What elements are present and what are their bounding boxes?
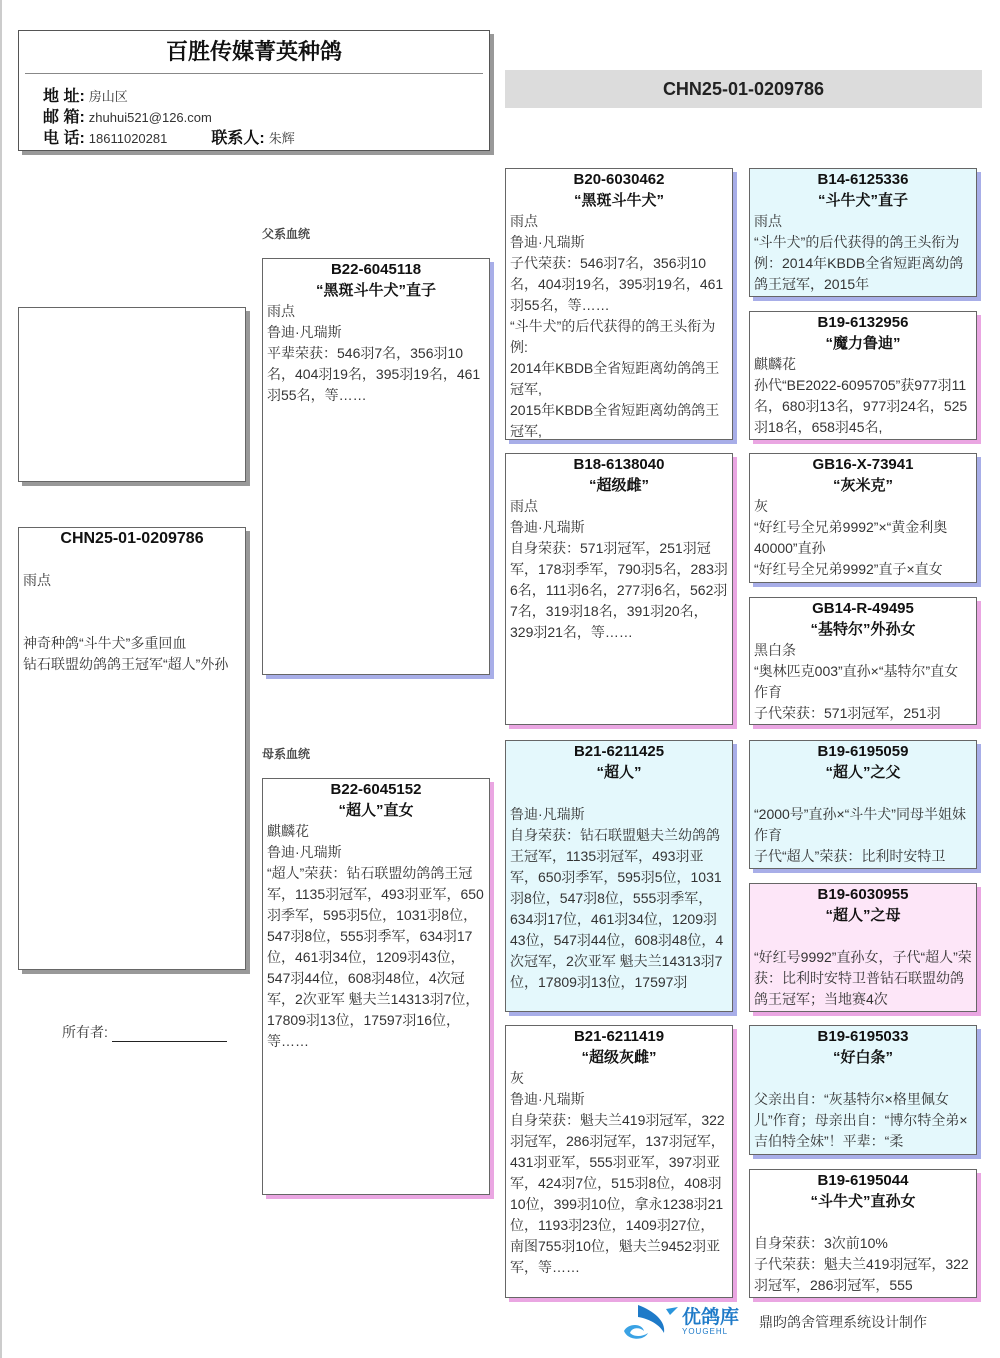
pigeon-name: “斗牛犬”直孙女: [810, 1193, 916, 1210]
card-detail-line: “斗牛犬”的后代获得的鸽王头衔为例:: [510, 318, 716, 355]
card-detail-line: “超人”荣获：钻石联盟幼鸽鸽王冠军，1135羽冠军，493羽亚军，650羽季军，595羽5位，1031羽8位，547羽8位，555羽季军，634羽17位，461羽34位，1209羽43位，547羽44位，608羽48位，4次冠军，2次亚军 魁夫兰14313羽7位，17809羽13位，17597羽16位，等……: [267, 865, 484, 1049]
card-detail-line: 鲁迪·凡瑞斯: [267, 324, 342, 340]
address-row: [43, 83, 128, 106]
card-detail-line: 鲁迪·凡瑞斯: [510, 519, 585, 535]
ring-number: B19-6030955: [817, 886, 909, 903]
card-detail-line: 2015年KBDB全省短距离幼鸽鸽王冠军,: [510, 402, 720, 439]
card-detail-line: 鲁迪·凡瑞斯: [510, 234, 585, 250]
pigeon-name: “黑斑斗牛犬”直子: [315, 282, 436, 299]
card-detail-line: “好红号全兄弟9992”×“黄金利奥40000”直孙: [754, 519, 948, 556]
pigeon-logo-icon: [620, 1303, 682, 1341]
ring-number: GB14-R-49495: [812, 600, 914, 617]
card-detail-line: [510, 783, 728, 804]
card-detail-line: 灰: [510, 1070, 524, 1086]
ring-number-bar: CHN25-01-0209786: [505, 70, 982, 108]
pedigree-card-ds: [505, 740, 733, 1012]
ring-number: B14-6125336: [817, 171, 909, 188]
ring-number: B20-6030462: [573, 171, 665, 188]
pedigree-card-sds: [749, 453, 977, 583]
pedigree-card-dds: [749, 1025, 977, 1155]
pedigree-card-sss: [749, 168, 977, 297]
breeder-header: [18, 30, 490, 151]
card-detail-line: 鲁迪·凡瑞斯: [510, 806, 585, 822]
subject-ring: CHN25-01-0209786: [60, 530, 204, 547]
ring-number: B19-6195033: [817, 1028, 909, 1045]
pigeon-name: “超级灰雌”: [581, 1049, 657, 1066]
pigeon-photo-placeholder: [18, 307, 246, 482]
owner-field: [62, 1022, 227, 1042]
pedigree-card-ssd: [749, 311, 977, 440]
footer: [620, 1303, 927, 1341]
email-value: zhuhui521@126.com: [88, 110, 212, 125]
subject-line: 钻石联盟幼鸽鸽王冠军“超人”外孙: [23, 656, 229, 672]
pigeon-name: “超人”直女: [338, 802, 414, 819]
pigeon-name: “魔力鲁迪”: [825, 335, 901, 352]
ring-number: B21-6211425: [573, 743, 665, 760]
subject-line: 神奇种鸽“斗牛犬”多重回血: [23, 635, 187, 651]
pedigree-card-ddd: [749, 1169, 977, 1298]
email-label: 邮 箱:: [43, 109, 85, 126]
pigeon-name: “超人”: [596, 764, 642, 781]
pedigree-card-dd: [505, 1025, 733, 1298]
pedigree-card-sd: [505, 453, 733, 725]
card-detail-line: 子代“超人”荣获：比利时安特卫: [754, 848, 946, 864]
card-detail-line: 平辈荣获：546羽7名，356羽10名，404羽19名，395羽19名，461羽55名，等……: [267, 345, 481, 403]
pigeon-name: “超人”之母: [825, 907, 901, 924]
pedigree-card-dss: [749, 740, 977, 869]
phone-row: [43, 125, 295, 148]
card-detail-line: 鲁迪·凡瑞斯: [267, 844, 342, 860]
pigeon-name: “好白条”: [832, 1049, 893, 1066]
pedigree-card-ss: [505, 168, 733, 440]
card-detail-line: 雨点: [510, 498, 538, 514]
email-row: [43, 104, 212, 127]
subject-line: 雨点: [23, 572, 51, 588]
card-detail-line: [754, 926, 972, 947]
card-detail-line: 自身荣获：魁夫兰419羽冠军，322羽冠军，286羽冠军，137羽冠军，431羽亚军，555羽亚军，397羽亚军，424羽7位，515羽8位，408羽10位，399羽10位，拿永1238羽21位，1193羽23位，1409羽27位，南图755羽10位，魁夫兰9452羽亚军，等……: [510, 1112, 725, 1275]
subject-line: [23, 612, 241, 633]
card-detail-line: 自身荣获：571羽冠军，251羽冠军，178羽季军，790羽5名，283羽6名，111羽6名，277羽6名，562羽7名，319羽18名，391羽20名，329羽21名，等……: [510, 540, 728, 640]
ring-number: B19-6195044: [817, 1172, 909, 1189]
card-detail-line: [754, 1212, 972, 1233]
ring-number: B19-6195059: [817, 743, 909, 760]
subject-pigeon-card: [18, 527, 246, 970]
card-detail-line: “奥林匹克003”直孙×“基特尔”直女 作育: [754, 663, 959, 700]
card-detail-line: 鲁迪·凡瑞斯: [510, 1091, 585, 1107]
card-detail-line: 孙代“BE2022-6095705”获977羽11名，680羽13名，977羽24名，525羽18名，658羽45名,: [754, 377, 968, 435]
dam-lineage-label: 母系血统: [262, 747, 311, 761]
card-detail-line: [754, 783, 972, 804]
ring-number: B21-6211419: [573, 1028, 665, 1045]
owner-label: 所有者:: [62, 1024, 108, 1040]
loft-title: 百胜传媒菁英种鸽: [25, 31, 483, 74]
subject-details: [23, 570, 241, 675]
pigeon-name: “灰米克”: [832, 477, 893, 494]
card-detail-line: “好红号全兄弟9992”直子×直女: [754, 561, 943, 577]
card-detail-line: 2014年KBDB全省短距离幼鸽鸽王冠军,: [510, 360, 720, 397]
logo-text: 优鸽库: [682, 1306, 740, 1328]
ring-number: GB16-X-73941: [812, 456, 914, 473]
address-value: 房山区: [88, 89, 128, 104]
card-detail-line: 雨点: [754, 213, 782, 229]
pedigree-card-dam: [262, 778, 490, 1195]
card-detail-line: 自身荣获：钻石联盟魁夫兰幼鸽鸽王冠军，1135羽冠军，493羽亚军，650羽季军，595羽5位，1031羽8位，547羽8位，555羽季军，634羽17位，461羽34位，1209羽43位，547羽44位，608羽48位，4次冠军，2次亚军 魁夫兰14313羽7位，17809羽13位，17597羽: [510, 827, 724, 990]
pigeon-name: “基特尔”外孙女: [810, 621, 916, 638]
pigeon-name: “超人”之父: [825, 764, 901, 781]
pigeon-name: “黑斑斗牛犬”: [573, 192, 664, 209]
address-label: 地 址:: [43, 88, 85, 105]
pedigree-card-sire: [262, 258, 490, 675]
pigeon-name: “超级雌”: [588, 477, 649, 494]
ring-number: B22-6045118: [330, 261, 422, 278]
card-detail-line: 麒麟花: [754, 356, 796, 372]
card-detail-line: 黑白条: [754, 642, 796, 658]
phone-value: 18611020281: [88, 131, 168, 146]
card-detail-line: 子代荣获：魁夫兰419羽冠军，322羽冠军，286羽冠军，555: [754, 1256, 969, 1293]
logo-subtext: YOUGEHL: [682, 1326, 729, 1336]
card-detail-line: “斗牛犬”的后代获得的鸽王头衔为例：2014年KBDB全省短距离幼鸽鸽王冠军，2015年: [754, 234, 964, 292]
yougeku-logo: [620, 1303, 739, 1341]
subject-line: [23, 591, 241, 612]
card-detail-line: “好红号9992”直孙女，子代“超人”荣获：比利时安特卫普钻石联盟幼鸽鸽王冠军；当地赛4次: [754, 949, 972, 1007]
card-detail-line: 子代荣获：571羽冠军，251羽: [754, 705, 941, 721]
contact-label: 联系人:: [211, 130, 265, 147]
card-detail-line: 父亲出自：“灰基特尔×格里佩女儿”作育；母亲出自：“博尔特全弟×吉伯特全妹”！平辈：“柔: [754, 1091, 968, 1149]
card-detail-line: [754, 1068, 972, 1089]
card-detail-line: 灰: [754, 498, 768, 514]
card-detail-line: 自身荣获：3次前10%: [754, 1235, 888, 1251]
phone-label: 电 话:: [43, 130, 85, 147]
ring-number: B18-6138040: [573, 456, 665, 473]
card-detail-line: 雨点: [267, 303, 295, 319]
pigeon-name: “斗牛犬”直子: [817, 192, 908, 209]
contact-value: 朱辉: [268, 131, 295, 146]
card-detail-line: 麒麟花: [267, 823, 309, 839]
card-detail-line: “2000号”直孙×“斗牛犬”同母半姐妹作育: [754, 806, 966, 843]
card-detail-line: 雨点: [510, 213, 538, 229]
pedigree-card-sdd: [749, 597, 977, 725]
owner-signature-line: [112, 1026, 227, 1042]
credit-text: 鼎昀鸽舍管理系统设计制作: [759, 1314, 928, 1330]
ring-number: B22-6045152: [330, 781, 422, 798]
pedigree-card-dsd: [749, 883, 977, 1012]
sire-lineage-label: 父系血统: [262, 227, 311, 241]
ring-number: B19-6132956: [817, 314, 909, 331]
card-detail-line: 子代荣获：546羽7名，356羽10名，404羽19名，395羽19名，461羽55名，等……: [510, 255, 724, 313]
